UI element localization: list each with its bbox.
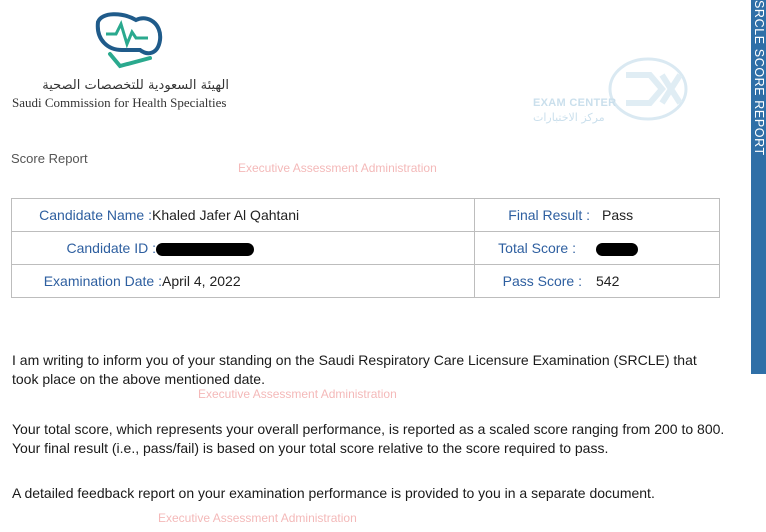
paragraph-intro: I am writing to inform you of your standing on the Saudi Respiratory Care Licensure Examination (SRCLE) that took place on the above mentioned date. [12,352,697,387]
total-score-label: Total Score : [498,240,576,256]
exam-date-label: Examination Date : [43,273,162,289]
org-name-arabic: الهيئة السعودية للتخصصات الصحية [42,78,229,93]
exam-center-logo [530,55,700,130]
exam-center-english: EXAM CENTER [533,97,617,109]
candidate-info-table [11,198,720,298]
candidate-id-label: Candidate ID : [66,240,156,256]
scfhs-logo-icon [92,10,168,72]
pass-score-value: 542 [596,273,620,289]
exam-date-value: April 4, 2022 [162,273,241,289]
candidate-id-redacted [156,243,254,256]
final-result-label: Final Result : [508,207,590,223]
table-row [12,199,720,232]
org-name-english: Saudi Commission for Health Specialties [12,95,227,110]
side-label: SRCLE SCORE REPORT [752,0,766,156]
total-score-redacted [596,243,638,256]
watermark: Executive Assessment Administration [158,511,357,525]
candidate-name-label: Candidate Name : [39,207,152,223]
watermark: Executive Assessment Administration [238,161,437,175]
table-row [12,232,720,265]
final-result-value: Pass [602,207,634,223]
paragraph-score-explanation: Your total score, which represents your overall performance, is reported as a scaled score ranging from 200 to 800. Your final result (i.e., pass/fail) is based on your total score relative to the score required to pass. [12,421,725,456]
pass-score-label: Pass Score : [502,273,582,289]
page-title: Score Report [11,151,88,166]
exam-center-arabic: مركز الاختبارات [533,111,605,124]
paragraph-feedback: A detailed feedback report on your examination performance is provided to you in a separate document. [12,485,655,501]
candidate-name-value: Khaled Jafer Al Qahtani [152,207,300,223]
table-row [12,265,720,298]
watermark: Executive Assessment Administration [198,387,397,401]
